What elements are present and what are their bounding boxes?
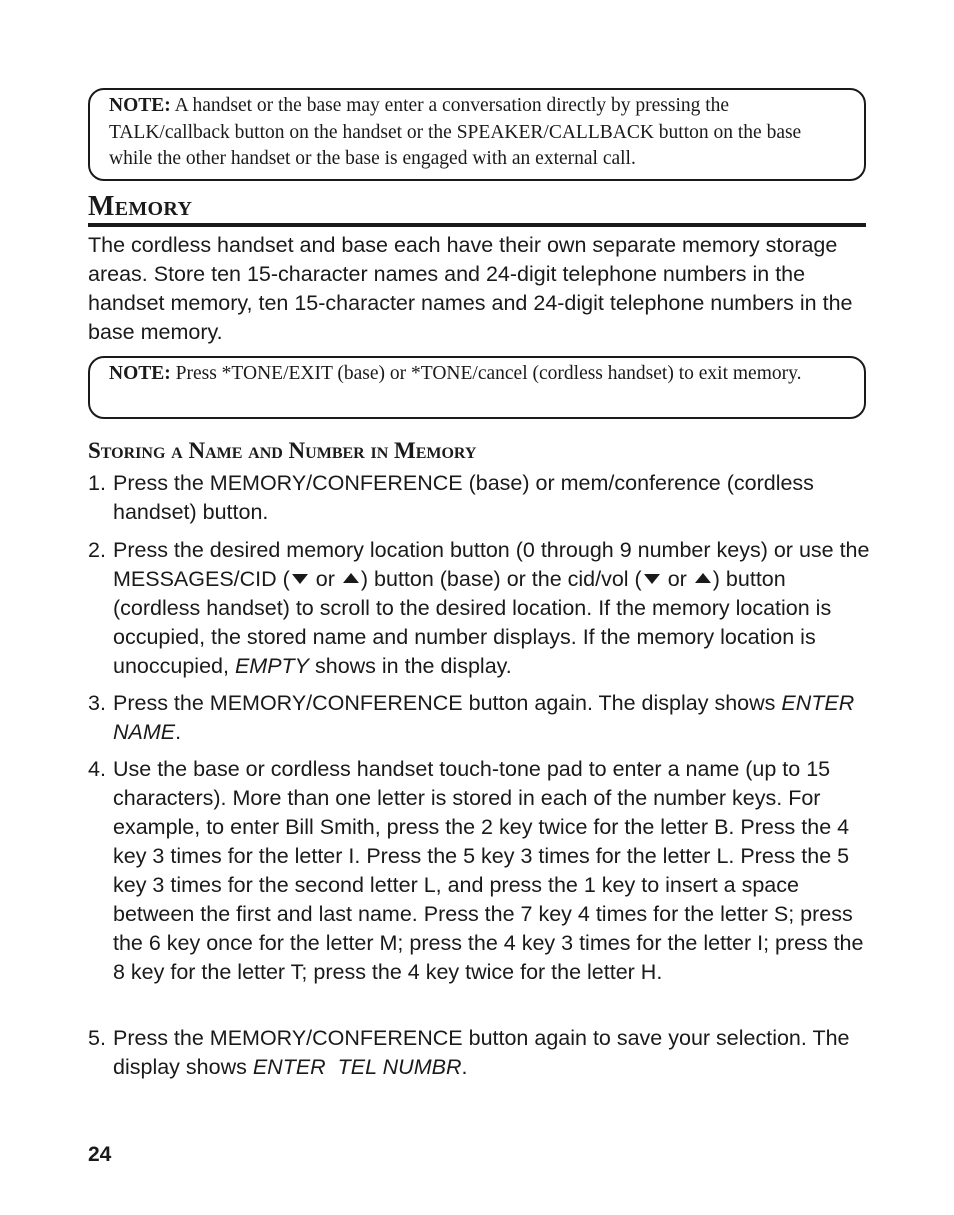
note-box-exit-memory: [88, 356, 866, 419]
arrow-up-icon: [695, 573, 711, 583]
step-number: 3.: [88, 691, 106, 715]
arrow-down-icon: [292, 574, 308, 584]
subsection-heading-storing: Storing a Name and Number in Memory: [88, 438, 477, 463]
step-number: 5.: [88, 1026, 106, 1050]
step-text-part: Press the MEMORY/CONFERENCE button again to save your selection. The display shows: [113, 1026, 850, 1079]
step-text-part: ) button (base) or the cid/vol (: [360, 567, 642, 591]
display-text-empty: EMPTY: [234, 654, 310, 678]
display-text-enter-tel-numbr: ENTER TEL NUMBR: [252, 1055, 462, 1079]
step-text: Use the base or cordless handset touch-tone pad to enter a name (up to 15 characters). More than one letter is stored in each of the number keys. For example, to enter Bill Smith, press the 2 key twice for the letter B. Press the 4 key 3 times for the letter I. Press the 5 key 3 times for the letter L. Press the 5 key 3 times for the second letter L, and press the 1 key to insert a space between the first and last name. Press the 7 key 4 times for the letter S; press the 6 key once for the letter M; press the 4 key 3 times for the letter I; press the 8 key for the letter T; press the 4 key twice for the letter H.: [113, 757, 864, 984]
note-label: NOTE:: [109, 363, 171, 384]
step-4: [88, 755, 878, 987]
step-text-part: shows in the display.: [309, 654, 512, 678]
step-text: [88, 536, 878, 681]
step-number: 4.: [88, 757, 106, 781]
note-text: Press *TONE/EXIT (base) or *TONE/cancel (cordless handset) to exit memory.: [170, 363, 802, 384]
memory-intro-paragraph: The cordless handset and base each have their own separate memory storage areas. Store ten 15-character names and 24-digit telephone numbers in the handset memory, ten 15-character names and 24-digit telephone numbers in the base memory.: [88, 233, 853, 344]
step-number: 1.: [88, 471, 106, 495]
step-text: Press the MEMORY/CONFERENCE (base) or mem/conference (cordless handset) button.: [113, 471, 814, 524]
step-5: [88, 1024, 878, 1082]
step-text: [88, 689, 878, 747]
note-text: A handset or the base may enter a conversation directly by pressing the TALK/callback button on the handset or the SPEAKER/CALLBACK button on the base while the other handset or the base is engaged with an external call.: [109, 95, 802, 169]
step-text-part: or: [661, 567, 693, 591]
section-rule: [88, 223, 866, 227]
step-text-part: .: [461, 1055, 468, 1079]
step-number: 2.: [88, 538, 106, 562]
step-1: [88, 469, 878, 527]
note-box-conversation: [88, 88, 866, 181]
step-text: [88, 1024, 878, 1082]
display-text-enter-name: ENTER NAME: [113, 691, 855, 744]
step-text-part: Press the MEMORY/CONFERENCE button again. The display shows: [113, 691, 782, 715]
step-text-part: .: [175, 720, 182, 744]
note-label: NOTE:: [109, 95, 171, 116]
step-3: [88, 689, 878, 747]
step-text-part: ) button (cordless handset) to scroll to the desired location. If the memory location is occupied, the stored name and number displays. If the memory location is unoccupied,: [113, 567, 832, 678]
page-number: 24: [88, 1143, 112, 1166]
arrow-down-icon: [644, 574, 660, 584]
step-text-part: or: [309, 567, 341, 591]
step-2: [88, 536, 878, 681]
section-heading-memory: Memory: [88, 191, 193, 222]
step-text-part: Press the desired memory location button (0 through 9 number keys) or use the MESSAGES/CID (: [113, 538, 870, 591]
arrow-up-icon: [343, 573, 359, 583]
